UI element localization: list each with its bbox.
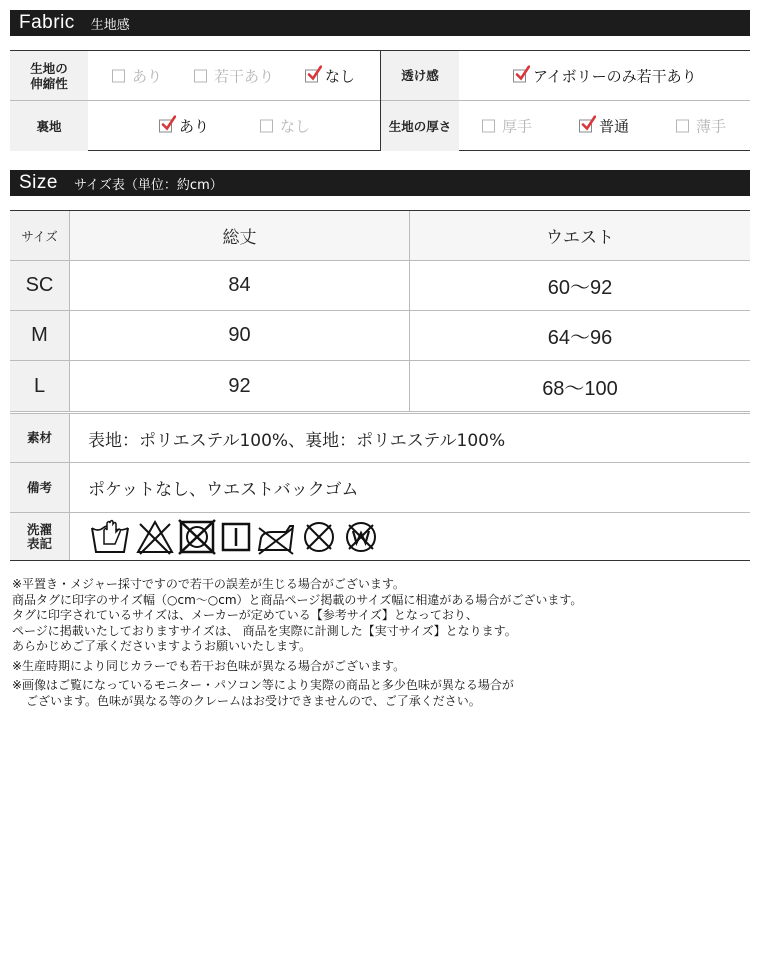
no-bleach-icon — [136, 518, 174, 556]
length-value: 92 — [70, 361, 410, 411]
fabric-title: Fabric — [19, 12, 75, 33]
checkbox-icon — [112, 69, 125, 82]
no-tumble-dry-icon — [178, 518, 216, 556]
header-size: サイズ — [10, 211, 70, 260]
table-row — [10, 361, 750, 411]
disclaimer-line: ※平置き・メジャー採寸ですので若干の誤差が生じる場合がございます。 — [12, 577, 405, 591]
size-section-header — [10, 170, 750, 196]
thickness-option-1: 厚手 — [482, 116, 532, 137]
size-table — [10, 210, 750, 400]
notes-table — [10, 411, 750, 551]
line-dry-icon — [220, 518, 252, 556]
size-name: SC — [10, 261, 70, 310]
material-value: 表地：ポリエステル100%、裏地：ポリエステル100% — [88, 430, 506, 451]
thickness-label: 生地の厚さ — [381, 101, 459, 151]
material-row — [10, 414, 750, 463]
checkbox-icon — [676, 120, 689, 133]
stretch-option-2: 若干あり — [194, 65, 274, 86]
care-symbols — [90, 517, 384, 557]
size-title: Size — [19, 172, 58, 193]
checkbox-icon — [260, 120, 273, 133]
remarks-value: ポケットなし、ウエストバックゴム — [88, 480, 359, 500]
lining-label: 裏地 — [10, 101, 88, 151]
waist-value: 68〜100 — [542, 377, 618, 400]
table-row — [10, 311, 750, 361]
table-row — [10, 261, 750, 311]
thickness-option-3: 薄手 — [676, 116, 726, 137]
stretch-label: 生地の 伸縮性 — [10, 51, 88, 100]
checked-checkbox-icon — [579, 120, 592, 133]
disclaimer-line: 商品タグに印字のサイズ幅（○cm〜○cm）と商品ページ掲載のサイズ幅に相違がある場合がございます。 — [12, 592, 583, 607]
no-dry-clean-icon — [300, 518, 338, 556]
lining-option-2: なし — [260, 116, 310, 137]
fabric-subtitle: 生地感 — [90, 17, 130, 33]
checkbox-icon — [194, 69, 207, 82]
no-iron-icon — [256, 518, 296, 556]
disclaimer-line: ございます。色味が異なる等のクレームはお受けできませんので、ご了承ください。 — [26, 693, 481, 708]
fabric-section-header — [10, 10, 750, 36]
disclaimer-line: ※画像はご覧になっているモニター・パソコン等により実際の商品と多少色味が異なる場合が — [12, 678, 514, 692]
disclaimer-line: あらかじめご了承くださいますようお願いいたします。 — [12, 639, 312, 653]
remarks-label: 備考 — [10, 463, 70, 512]
header-waist: ウエスト — [410, 211, 750, 260]
stretch-option-1: あり — [112, 65, 162, 86]
length-value: 90 — [70, 311, 410, 360]
checked-checkbox-icon — [513, 69, 526, 82]
sheer-label: 透け感 — [381, 51, 459, 100]
checked-checkbox-icon — [305, 69, 318, 82]
care-label: 洗濯 表記 — [10, 513, 70, 560]
care-row — [10, 513, 750, 561]
fabric-table — [10, 50, 750, 151]
fabric-divider — [380, 51, 381, 151]
thickness-option-2: 普通 — [579, 116, 629, 137]
lining-option-1: あり — [159, 116, 209, 137]
no-wet-clean-icon — [342, 518, 380, 556]
size-name: M — [10, 311, 70, 360]
disclaimer-line: ページに掲載いたしておりますサイズは、 商品を実際に計測した【実寸サイズ】となります。 — [12, 623, 517, 638]
stretch-option-3: なし — [305, 65, 355, 86]
remarks-row — [10, 463, 750, 513]
size-name: L — [10, 361, 70, 411]
checked-checkbox-icon — [159, 120, 172, 133]
disclaimer-notes — [12, 577, 752, 709]
length-value: 84 — [70, 261, 410, 310]
checkbox-icon — [482, 120, 495, 133]
material-label: 素材 — [10, 414, 70, 462]
sheer-option-1: アイボリーのみ若干あり — [513, 65, 697, 86]
disclaimer-line: ※生産時期により同じカラーでも若干お色味が異なる場合がございます。 — [12, 658, 406, 673]
header-length: 総丈 — [70, 211, 410, 260]
hand-wash-icon — [90, 518, 132, 556]
disclaimer-line: タグに印字されているサイズは、メーカーが定めている【参考サイズ】となっており、 — [12, 608, 478, 622]
size-subtitle: サイズ表（単位：約cm） — [73, 177, 223, 193]
size-table-header — [10, 211, 750, 261]
waist-value: 60〜92 — [547, 277, 613, 299]
waist-value: 64〜96 — [547, 327, 613, 349]
